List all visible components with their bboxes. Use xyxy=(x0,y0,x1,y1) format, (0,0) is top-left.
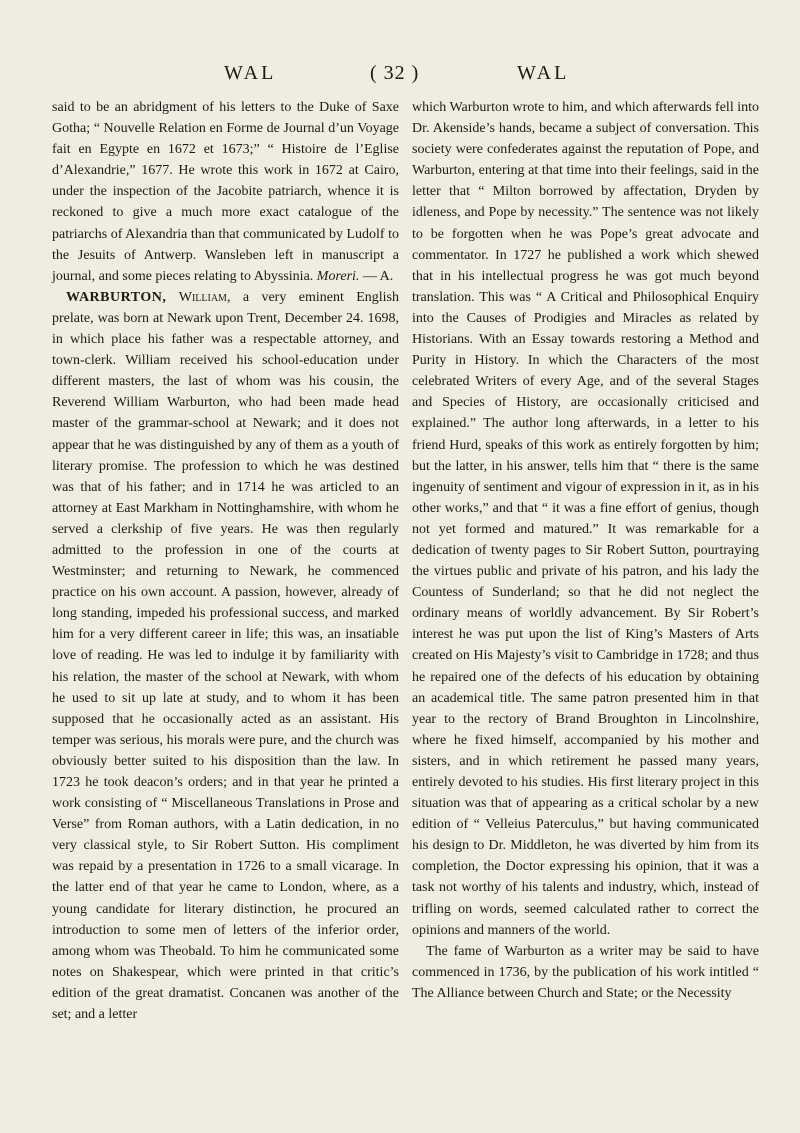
right-column xyxy=(412,97,759,1004)
author-initial: — A. xyxy=(359,268,394,284)
paragraph-text: said to be an abridgment of his letters to the Duke of Saxe Gotha; “ Nouvelle Relation en Forme de Journal d’un Voyage fait en Egypte en 1672 et 1673;” “ Histoire de l’Eglise d’Alexandrie,” 1677. He wrote this work in 1672 at Cairo, under the inspection of the Jacobite patriarch, whence it is reckoned to give a much more exact catalogue of the patriarchs of Alexandria than that communicated by Ludolf to the Jesuits of Antwerp. Wansleben left in manuscript a journal, and some pieces relating to Abyssinia. xyxy=(52,100,399,284)
paragraph-text: a very eminent English prelate, was born at Newark upon Trent, December 24. 1698, in which place his father was a respectable attorney, and town-clerk. William received his school-education under different masters, the last of whom was his cousin, the Reverend William Warburton, who had been made head master of the grammar-school at Newark; and it does not appear that he was distinguished by any of them as a youth of literary promise. The profession to which he was destined was that of his father; and in 1714 he was articled to an attorney at East Markham in Nottinghamshire, with whom he served a clerkship of five years. He was then regularly admitted to the profession in one of the courts at Westminster; and returning to Newark, he commenced practice on his own account. A passion, however, already of long standing, impeded his professional success, and marked him for a very different career in life; this was, an insatiable love of reading. He was led to indulge it by familiarity with his relation, the master of the school at Newark, with whom he used to sit up late at study, and to whom it has been supposed that he occasionally acted as an assistant. His temper was serious, his morals were pure, and the church was obviously better suited to his disposition than the law. In 1723 he took deacon’s orders; and in that year he printed a work consisting of “ Miscellaneous Translations in Prose and Verse” from Roman authors, with a Latin dedication, in no very classical style, to Sir Robert Sutton. His compliment was repaid by a presentation in 1726 to a small vicarage. In the latter end of that year he came to London, where, as a young candidate for literary distinction, he procured an introduction to some men of letters of the inferior order, among whom was Theobald. To him he communicated some notes on Shakespear, which were printed in that critic’s edition of the great dramatist. Concanen was another of the set; and a letter xyxy=(52,289,400,1023)
page-number: ( 32 ) xyxy=(370,62,420,84)
paragraph-wansleben-end xyxy=(52,97,399,287)
running-header xyxy=(0,62,800,88)
left-column xyxy=(52,97,399,1025)
header-left-word: WAL xyxy=(224,62,277,84)
source-citation: Moreri. xyxy=(316,268,360,284)
entry-forename: William, xyxy=(178,289,231,305)
paragraph-continuation: which Warburton wrote to him, and which afterwards fell into Dr. Akenside’s hands, became a subject of conversation. This society were confederates against the reputation of Pope, and Warburton, entering at that time into their feelings, said in the letter that “ Milton borrowed by affectation, Dryden by idleness, and Pope by necessity.” The sentence was not likely to be forgotten when he was Pope’s great advocate and commentator. In 1727 he published a work which shewed that in his intellectual progress he was got much beyond translation. This was “ A Critical and Philosophical Enquiry into the Causes of Prodigies and Miracles as related by Historians. With an Essay towards restoring a Method and Purity in History. In which the Characters of the most celebrated Writers of every Age, and of the several Stages and Species of History, are occasionally criticised and explained.” The author long afterwards, in a letter to his friend Hurd, speaks of this work as entirely forgotten by him; but the latter, in his answer, tells him that “ there is the same ingenuity of sentiment and vigour of expression in it, as in his other works,” and that “ it was a fine effort of genius, though not yet formed and matured.” It was remarkable for a dedication of twenty pages to Sir Robert Sutton, pourtraying the virtues public and private of his patron, and his lady the Countess of Sunderland; so that he did not neglect the ordinary means of worldly advancement. By Sir Robert’s interest he was put upon the list of King’s Masters of Arts created on His Majesty’s visit to Cambridge in 1728; and thus he repaired one of the defects of his education by obtaining an academical title. The same patron presented him in that year to the rectory of Brand Broughton in Lincolnshire, where he fixed himself, accompanied by his mother and sisters, and in which retirement he passed many years, entirely devoted to his studies. His first literary project in this situation was that of appearing as a critical scholar by a new edition of “ Velleius Paterculus,” but having communicated his design to Dr. Middleton, he was diverted by him from its completion, the Doctor expressing his opinion, that it was a task not worthy of his talents and industry, which, instead of trifling on words, seemed calculated rather to correct the opinions and manners of the world. xyxy=(412,100,759,938)
paragraph-fame: The fame of Warburton as a writer may be said to have commenced in 1736, by the publication of his work intitled “ The Alliance between Church and State; or the Necessity xyxy=(412,943,759,1001)
entry-headword: WARBURTON, xyxy=(66,289,167,305)
header-right-word: WAL xyxy=(517,62,570,84)
paragraph-warburton-entry xyxy=(52,287,399,1025)
